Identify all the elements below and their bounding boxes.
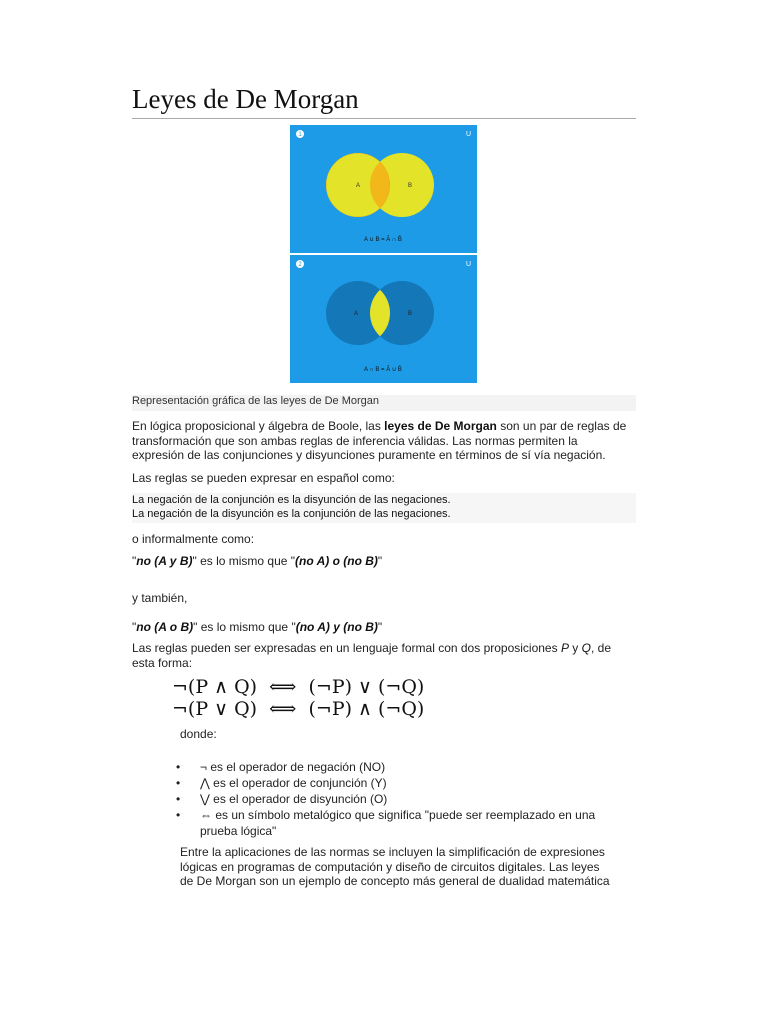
figure-number: 1 bbox=[298, 132, 302, 138]
figure-caption: Representación gráfica de las leyes de De Morgan bbox=[132, 395, 636, 411]
informal-intro: o informalmente como: bbox=[132, 532, 255, 546]
list-item: • ¬ es el operador de negación (NO) bbox=[176, 760, 386, 774]
formula-conjunction: ¬(P ∧ Q) ⟺ (¬P) ∨ (¬Q) bbox=[172, 676, 425, 698]
list-item: • ⋁ es el operador de disyunción (O) bbox=[176, 792, 388, 806]
operator-list bbox=[176, 759, 616, 839]
figure-formula: A ∪ B = Ā ∩ B̄ bbox=[364, 237, 402, 243]
page-title: Leyes de De Morgan bbox=[132, 84, 636, 119]
universe-label: U bbox=[466, 131, 472, 138]
list-item: • ⇔ es un símbolo metalógico que significa "puede ser reemplazado en una prueba lógica" bbox=[176, 808, 596, 838]
bullet-dot: • bbox=[176, 808, 181, 822]
set-a-label: A bbox=[356, 183, 361, 189]
set-a-label: A bbox=[354, 311, 359, 317]
rules-block bbox=[132, 493, 636, 523]
rules-intro: Las reglas se pueden expresar en español como: bbox=[132, 471, 395, 485]
figure-number: 2 bbox=[298, 262, 302, 268]
figure-formula: A ∩ B = Ā ∪ B̄ bbox=[364, 367, 402, 373]
formula-disjunction: ¬(P ∨ Q) ⟺ (¬P) ∧ (¬Q) bbox=[172, 698, 425, 720]
bullet-dot: • bbox=[176, 792, 181, 806]
informal-statement-2: "no (A o B)" es lo mismo que "(no A) y (no B)" bbox=[132, 620, 383, 634]
bullet-dot: • bbox=[176, 760, 181, 774]
donde-label: donde: bbox=[180, 727, 217, 741]
intro-paragraph: En lógica proposicional y álgebra de Boole, las leyes de De Morgan son un par de reglas de transformación que son ambas reglas de inferencia válidas. Las normas permiten la expresión de las conjunciones y disyunciones puramente en términos de sí vía negación. bbox=[132, 419, 627, 462]
venn-diagram-intersection bbox=[290, 255, 477, 383]
closing-paragraph: Entre la aplicaciones de las normas se incluyen la simplificación de expresiones lógicas en programas de computación y diseño de circuitos digitales. Las leyes de De Morgan son un ejemplo de concepto más general de dualidad matemática bbox=[180, 845, 610, 888]
bullet-dot: • bbox=[176, 776, 181, 790]
rule-item: La negación de la disyunción es la conjunción de las negaciones. bbox=[132, 508, 451, 520]
rule-item: La negación de la conjunción es la disyunción de las negaciones. bbox=[132, 494, 451, 506]
tambien-text: y también, bbox=[132, 591, 188, 605]
list-item: • ⋀ es el operador de conjunción (Y) bbox=[176, 776, 387, 790]
universe-label: U bbox=[466, 261, 472, 268]
formal-paragraph: Las reglas pueden ser expresadas en un lenguaje formal con dos proposiciones P y Q, de esta forma: bbox=[132, 641, 611, 670]
set-b-label: B bbox=[408, 183, 413, 189]
informal-statement-1: "no (A y B)" es lo mismo que "(no A) o (no B)" bbox=[132, 554, 383, 568]
bold-term: leyes de De Morgan bbox=[384, 419, 497, 433]
venn-diagram-union bbox=[290, 125, 477, 253]
set-b-label: B bbox=[408, 311, 413, 317]
